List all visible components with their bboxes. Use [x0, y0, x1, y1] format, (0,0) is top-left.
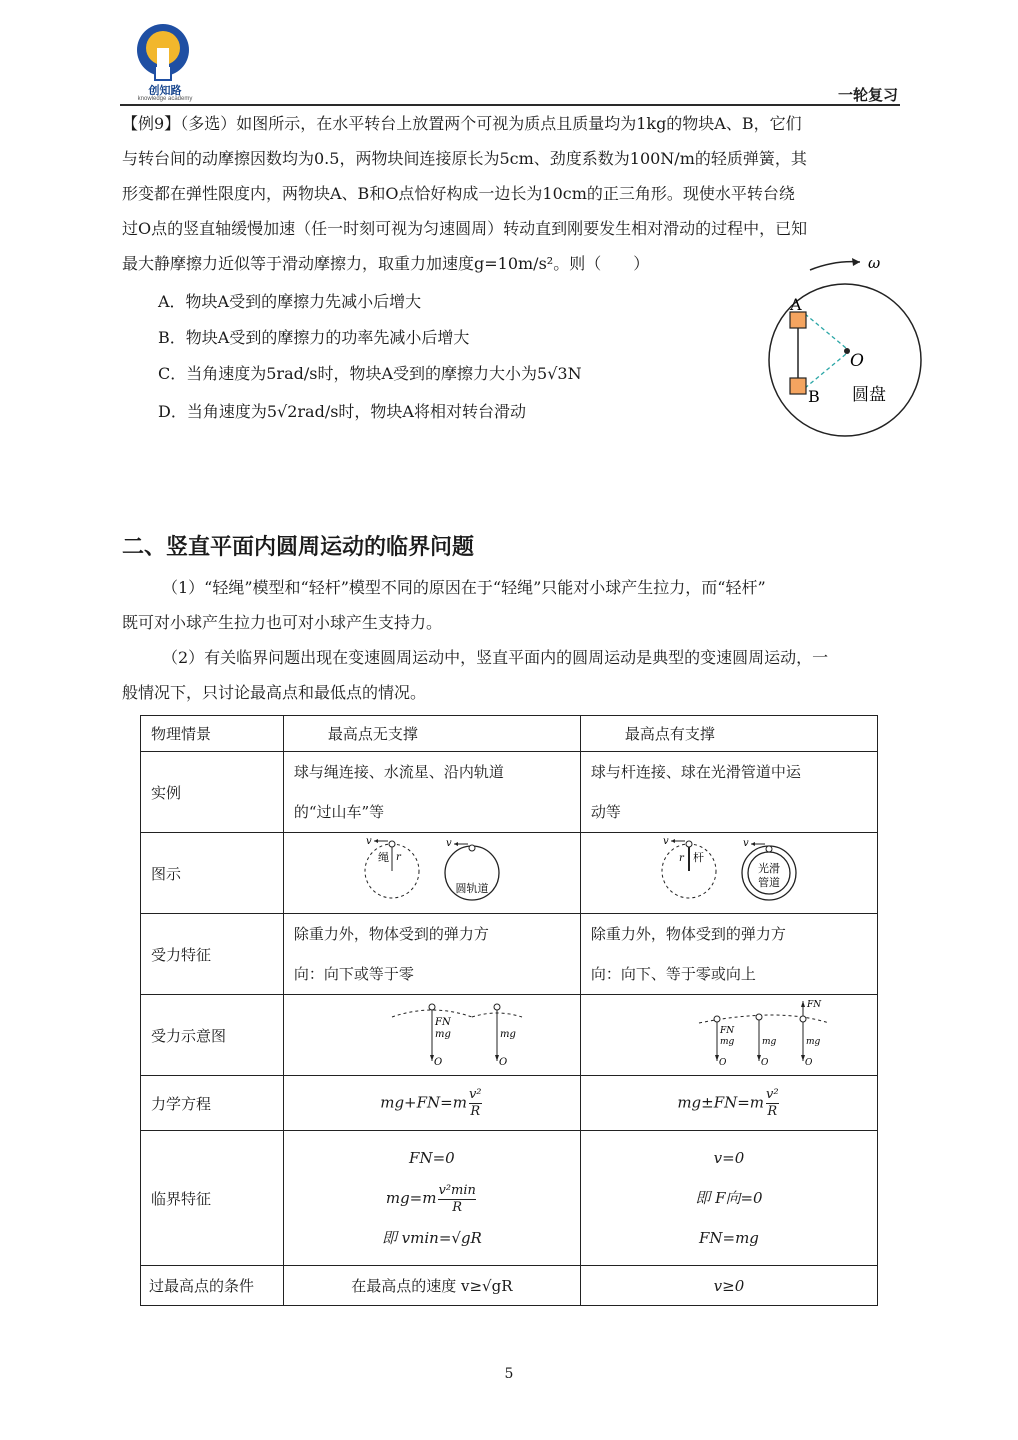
row-label: 实例	[141, 752, 284, 833]
label-disk: 圆盘	[852, 385, 886, 405]
svg-text:mg: mg	[805, 1037, 821, 1047]
svg-text:O: O	[804, 1058, 813, 1068]
svg-text:v: v	[445, 838, 452, 849]
table-cell: mg+FN=m $\frac{\text{v²}}{R}$	[283, 1076, 580, 1131]
table-cell: 球与绳连接、水流星、沿内轨道 的“过山车”等	[283, 752, 580, 833]
option-d: D．当角速度为5√2rad/s时，物块A将相对转台滑动	[158, 402, 526, 421]
table-cell: 除重力外，物体受到的弹力方 向：向下、等于零或向上	[580, 914, 877, 995]
table-cell: mg±FN=m $\frac{\text{v²}}{R}$	[580, 1076, 877, 1131]
table-cell	[283, 833, 580, 914]
svg-text:杆: 杆	[692, 851, 704, 864]
row-label: 力学方程	[141, 1076, 284, 1131]
header-cell: 最高点无支撑	[283, 716, 580, 752]
svg-text:O: O	[498, 1057, 508, 1068]
table-cell: 球与杆连接、球在光滑管道中运 动等	[580, 752, 877, 833]
table-cell: 除重力外，物体受到的弹力方 向：向下或等于零	[283, 914, 580, 995]
table-cell: FN=0 mg=m $\frac{\text{v²min}}{R}$ 即 vmin=√gR	[283, 1131, 580, 1266]
example-line-2: 与转台间的动摩擦因数均为0.5，两物块间连接原长为5cm、劲度系数为100N/m的轻质弹簧，其	[122, 149, 807, 168]
row-label: 图示	[141, 833, 284, 914]
table-cell	[580, 833, 877, 914]
comparison-table	[140, 715, 878, 1306]
svg-text:管道: 管道	[757, 876, 780, 889]
example-tag: 【例9】	[122, 114, 181, 133]
block-a	[790, 312, 806, 328]
force-diagram-no-support	[322, 997, 542, 1069]
table-row	[141, 995, 878, 1076]
label-a: A	[790, 295, 802, 314]
row-label: 临界特征	[141, 1131, 284, 1266]
section-title: 二、竖直平面内圆周运动的临界问题	[122, 535, 475, 560]
label-b: B	[808, 387, 820, 406]
svg-text:mg: mg	[499, 1029, 516, 1040]
example-line-4: 过O点的竖直轴缓慢加速（任一时刻可视为匀速圆周）转动直到刚要发生相对滑动的过程中，已知	[122, 219, 808, 238]
option-a: A．物块A受到的摩擦力先减小后增大	[158, 292, 422, 311]
rod-tube-diagram	[619, 836, 839, 906]
option-c: C．当角速度为5rad/s时，物块A受到的摩擦力大小为5√3N	[158, 364, 582, 383]
row-label: 受力特征	[141, 914, 284, 995]
table-cell	[283, 995, 580, 1076]
force-diagram-with-support	[619, 997, 839, 1069]
row-label: 过最高点的条件	[141, 1266, 284, 1306]
section-paragraph-2: （2）有关临界问题出现在变速圆周运动中，竖直平面内的圆周运动是典型的变速圆周运动，一 般情况下，只讨论最高点和最低点的情况。	[122, 648, 829, 702]
svg-text:FN: FN	[719, 1026, 735, 1036]
svg-text:mg: mg	[719, 1037, 735, 1047]
page-number: 5	[504, 1366, 514, 1382]
section-paragraph-1: （1）“轻绳”模型和“轻杆”模型不同的原因在于“轻绳”只能对小球产生拉力，而“轻杆” 既可对小球产生拉力也可对小球产生支持力。	[122, 578, 766, 632]
table-row	[141, 752, 878, 833]
omega-label: ω	[868, 254, 881, 272]
svg-text:v: v	[662, 836, 669, 847]
example-line-3: 形变都在弹性限度内，两物块A、B和O点恰好构成一边长为10cm的正三角形。现使水平转台绕	[122, 184, 795, 203]
rope-track-diagram	[322, 836, 542, 906]
label-o: O	[850, 351, 864, 371]
svg-text:mg: mg	[434, 1029, 451, 1040]
svg-text:圆轨道: 圆轨道	[455, 882, 489, 895]
svg-text:O: O	[718, 1058, 727, 1068]
svg-text:FN: FN	[434, 1017, 451, 1028]
table-row	[141, 914, 878, 995]
table-row	[141, 1131, 878, 1266]
rotation-arrow-icon	[810, 262, 860, 270]
row-label: 受力示意图	[141, 995, 284, 1076]
table-cell	[580, 995, 877, 1076]
logo-subtitle: knowledge academy	[137, 96, 193, 102]
header-title: 一轮复习	[837, 86, 898, 104]
svg-text:绳: 绳	[377, 851, 389, 864]
example-line-5: 最大静摩擦力近似等于滑动摩擦力，取重力加速度g=10m/s²。则（ ）	[122, 254, 650, 273]
table-cell: v=0 即 F向=0 FN=mg	[580, 1131, 877, 1266]
table-cell: 在最高点的速度 v≥√gR	[283, 1266, 580, 1306]
example-line-1: 【例9】（多选）如图所示，在水平转台上放置两个可视为质点且质量均为1kg的物块A、B，它们	[122, 114, 802, 133]
block-b	[790, 378, 806, 394]
table-cell: v≥0	[580, 1266, 877, 1306]
header-cell: 最高点有支撑	[580, 716, 877, 752]
logo-name: 创知路	[148, 84, 182, 97]
option-b: B．物块A受到的摩擦力的功率先减小后增大	[158, 328, 470, 347]
svg-text:O: O	[760, 1058, 769, 1068]
table-row	[141, 1076, 878, 1131]
svg-text:v: v	[365, 836, 372, 847]
svg-text:FN: FN	[806, 1000, 822, 1010]
table-row	[141, 833, 878, 914]
table-header-row	[141, 716, 878, 752]
svg-text:光滑: 光滑	[757, 862, 780, 875]
table-row	[141, 1266, 878, 1306]
svg-text:O: O	[433, 1057, 443, 1068]
svg-text:mg: mg	[761, 1037, 777, 1047]
svg-text:v: v	[742, 838, 749, 849]
header-cell: 物理情景	[141, 716, 284, 752]
svg-text:r: r	[678, 853, 684, 864]
turntable-figure	[760, 250, 940, 440]
svg-text:r: r	[395, 852, 401, 863]
